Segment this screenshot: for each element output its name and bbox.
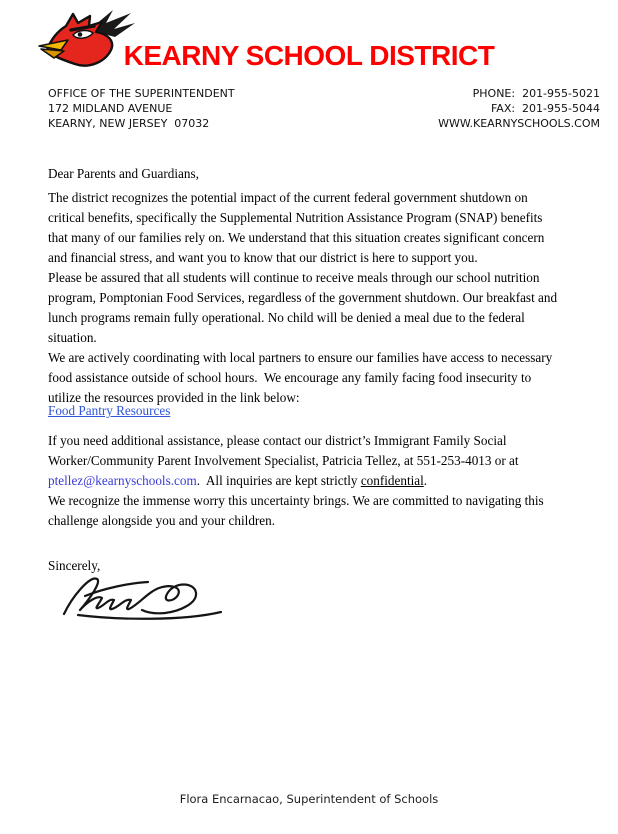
paragraph-meals-assurance: Please be assured that all students will continue to receive meals through our school nutrition program, Pomptonian Food Services, regardless of the government shutdown. Our breakfast and lunch programs remain fully operational. No child will be denied a meal due to the federal situation. — [48, 270, 558, 345]
email-link[interactable]: ptellez@kearnyschools.com — [48, 473, 197, 488]
office-line-1: OFFICE OF THE SUPERINTENDENT — [48, 87, 235, 100]
inline-text: . All inquiries are kept strictly — [196, 473, 361, 488]
inline-text-period: . — [423, 473, 428, 488]
food-pantry-resources-link[interactable]: Food Pantry Resources — [48, 403, 171, 418]
phone-line: PHONE: 201-955-5021 — [472, 87, 600, 100]
paragraph-commitment: We recognize the immense worry this uncertainty brings. We are committed to navigating this challenge alongside you and your children. — [48, 493, 544, 528]
food-pantry-link-row — [48, 401, 608, 421]
salutation: Dear Parents and Guardians, — [48, 166, 199, 181]
contact-info-block — [438, 86, 600, 131]
district-title: KEARNY SCHOOL DISTRICT — [123, 40, 495, 71]
closing-sincerely: Sincerely, — [48, 558, 101, 573]
paragraph-local-partners: We are actively coordinating with local partners to ensure our families have access to necessary food assistance outside of school hours. We encourage any family facing food insecurity to utilize the resources provided in the link below: — [48, 350, 553, 405]
signature-image — [58, 568, 228, 620]
office-line-3: KEARNY, NEW JERSEY 07032 — [48, 117, 210, 130]
letterhead-info — [48, 86, 600, 131]
footer-signoff: Flora Encarnacao, Superintendent of Schools — [179, 792, 439, 806]
fax-line: FAX: 201-955-5044 — [490, 102, 600, 115]
paragraph-line-with-email — [48, 471, 608, 491]
office-address-block — [48, 86, 235, 131]
logo-pupil — [78, 32, 83, 37]
paragraph-additional-assistance: If you need additional assistance, please contact our district’s Immigrant Family Social Worker/Community Parent Involvement Specialist, Patricia Tellez, at 551-253-4013 or at ptellez@kearnyschools.com. All inquiries are kept strictly confidential. — [48, 431, 608, 491]
office-line-2: 172 MIDLAND AVENUE — [48, 102, 173, 115]
website-line: WWW.KEARNYSCHOOLS.COM — [438, 117, 600, 130]
confidential-underlined-text: confidential — [360, 473, 424, 488]
paragraph-shutdown-impact: The district recognizes the potential impact of the current federal government shutdown on critical benefits, specifically the Supplemental Nutrition Assistance Program (SNAP) benefits that many of our families rely on. We understand that this situation creates significant concern and financial stress, and want you to know that our district is here to support you. — [48, 190, 545, 265]
